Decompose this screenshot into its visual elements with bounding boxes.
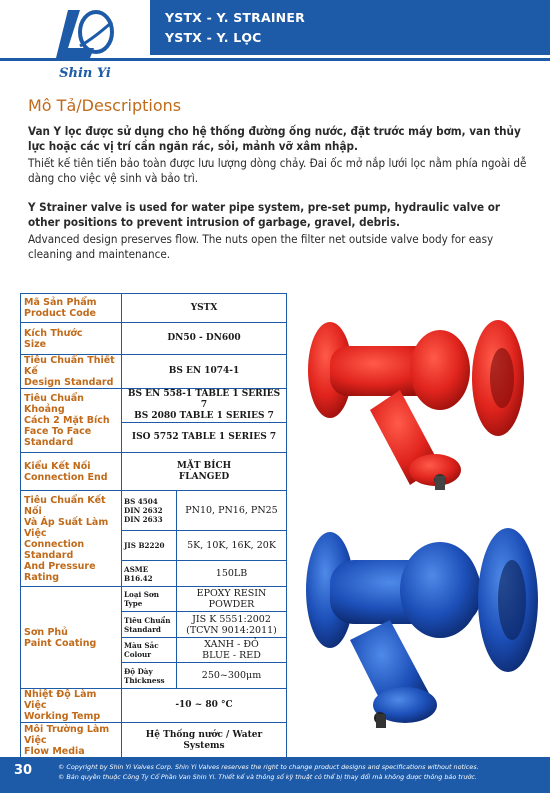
coating-sub-thickness — [122, 663, 177, 689]
coating-sub-standard — [122, 612, 177, 638]
copyright-vi: © Bản quyền thuộc Công Ty Cổ Phần Van Shin Yi. Thiết kế và thông số kỹ thuật có thể bị thay đổi mà không được thông báo trước. — [58, 773, 477, 781]
page-number: 30 — [14, 763, 33, 778]
sub-vi: Loại Sơn — [124, 590, 159, 599]
coating-sub-colour — [122, 638, 177, 663]
spec-table — [20, 293, 287, 759]
table-row — [21, 723, 287, 759]
description-vi-1: Van Y lọc được sử dụng cho hệ thống đường ống nước, đặt trước máy bơm, van thủy lực hoặc các vị trí cần ngăn rác, sỏi, mảnh vỡ xâm nhập. — [28, 124, 521, 153]
blue-strainer-image — [306, 528, 538, 728]
pressure-value-3: 150LB — [177, 561, 287, 587]
spec-label-temp — [21, 689, 122, 723]
label-en-2: And Pressure Rating — [24, 560, 96, 583]
spec-label-media — [21, 723, 122, 759]
sub-vi: Độ Dày — [124, 666, 153, 676]
page-title-vi: YSTX - Y. LỌC — [165, 30, 262, 45]
spec-value-temp: -10 ~ 80 °C — [122, 689, 287, 723]
table-row — [21, 453, 287, 491]
value-en: FLANGED — [178, 471, 230, 482]
label-en-1: Connection Standard — [24, 538, 85, 561]
std-din2633: DIN 2633 — [124, 515, 163, 524]
spec-label-product-code — [21, 294, 122, 323]
coating-value-colour — [177, 638, 287, 663]
value-1: XANH - ĐỎ — [204, 639, 259, 650]
product-photos — [290, 300, 550, 740]
pressure-value-2: 5K, 10K, 16K, 20K — [177, 531, 287, 561]
description-vi-2: Thiết kế tiên tiến bảo toàn được lưu lượng dòng chảy. Đai ốc mở nắp lưới lọc nằm phía ngoài dễ dàng cho việc vệ sinh và bảo trì. — [28, 156, 527, 185]
f2f-value-1a: BS EN 558-1 TABLE 1 SERIES 7 — [127, 389, 281, 410]
table-row — [21, 323, 287, 355]
sub-en: Thickness — [124, 675, 165, 685]
f2f-value-1b: BS 2080 TABLE 1 SERIES 7 — [134, 411, 274, 421]
coating-sub-type — [122, 587, 177, 612]
table-row — [21, 294, 287, 323]
spec-value-connection-end — [122, 453, 287, 491]
value-2: POWDER — [208, 599, 255, 610]
value-2: BLUE - RED — [202, 650, 261, 661]
spec-label-design-standard — [21, 355, 122, 389]
pressure-value-1: PN10, PN16, PN25 — [177, 491, 287, 531]
description-en-1: Y Strainer valve is used for water pipe system, pre-set pump, hydraulic valve or other positions to prevent intrusion of garbage, gravel, debris. — [28, 200, 501, 229]
coating-value-standard — [177, 612, 287, 638]
spec-value-media: Hệ Thống nước / Water Systems — [122, 723, 287, 759]
label-vi-2: Và Áp Suất Làm Việc — [24, 516, 109, 539]
value-1: JIS K 5551:2002 — [192, 613, 271, 625]
pressure-standard-1 — [122, 491, 177, 531]
pressure-standard-2: JIS B2220 — [122, 531, 177, 561]
spec-label-size — [21, 323, 122, 355]
copyright-en: © Copyright by Shin Yi Valves Corp. Shin Yi Valves reserves the right to change product designs and specifications without notices. — [58, 763, 479, 771]
table-row — [21, 389, 287, 423]
label-en: Size — [24, 338, 47, 350]
label-vi: Kích Thước — [24, 327, 83, 339]
red-strainer-image — [308, 320, 524, 490]
spec-value-design-standard: BS EN 1074-1 — [122, 355, 287, 389]
spec-value-face-to-face-1 — [122, 389, 287, 423]
sub-en: Type — [124, 599, 143, 608]
label-vi: Mã Sản Phẩm — [24, 297, 97, 308]
shin-yi-logo-icon — [50, 8, 120, 63]
label-vi: Kiểu Kết Nối — [24, 460, 91, 472]
value-1: EPOXY RESIN — [196, 588, 267, 599]
label-vi-1: Tiêu Chuẩn Kết Nối — [24, 494, 106, 517]
spec-label-pressure — [21, 491, 122, 587]
value-2: (TCVN 9014:2011) — [186, 624, 277, 636]
logo-text: Shin Yi — [59, 66, 111, 81]
label-vi: Nhiệt Độ Làm Việc — [24, 689, 97, 711]
table-row — [21, 355, 287, 389]
label-en: Connection End — [24, 471, 108, 483]
sub-en: Standard — [124, 624, 161, 634]
spec-value-face-to-face-2: ISO 5752 TABLE 1 SERIES 7 — [122, 423, 287, 453]
header-title-bar — [150, 0, 550, 55]
value-vi: MẶT BÍCH — [176, 460, 232, 471]
spec-label-coating — [21, 587, 122, 689]
std-din2632: DIN 2632 — [124, 506, 163, 515]
label-vi-1: Tiêu Chuẩn Khoảng — [24, 393, 84, 415]
coating-value-thickness: 250~300μm — [177, 663, 287, 689]
label-vi: Môi Trường Làm Việc — [24, 724, 110, 746]
table-row — [21, 587, 287, 612]
label-vi-2: Cách 2 Mặt Bích — [24, 415, 110, 426]
sub-en: Colour — [124, 650, 152, 659]
label-en: Working Temp — [24, 711, 101, 722]
std-bs4504: BS 4504 — [124, 497, 158, 506]
sub-vi: Màu Sắc — [124, 641, 159, 650]
description-en-2: Advanced design preserves flow. The nuts open the filter net outside valve body for easy cleaning and maintenance. — [28, 232, 494, 261]
section-title: Mô Tả/Descriptions — [28, 96, 182, 115]
spec-value-size: DN50 - DN600 — [122, 323, 287, 355]
spec-value-product-code: YSTX — [122, 294, 287, 323]
spec-label-connection-end — [21, 453, 122, 491]
pressure-standard-3: ASME B16.42 — [122, 561, 177, 587]
label-en: Product Code — [24, 308, 96, 319]
label-vi: Sơn Phủ — [24, 626, 68, 638]
label-vi: Tiêu Chuẩn Thiết Kế — [24, 355, 115, 377]
spec-label-face-to-face — [21, 389, 122, 453]
label-en: Flow Media — [24, 746, 85, 757]
company-logo — [40, 8, 130, 83]
page-title-en: YSTX - Y. STRAINER — [165, 10, 305, 25]
label-en: Paint Coating — [24, 637, 97, 649]
label-en: Design Standard — [24, 377, 114, 388]
label-en: Face To Face Standard — [24, 426, 92, 448]
table-row — [21, 689, 287, 723]
sub-vi: Tiêu Chuẩn — [124, 615, 171, 625]
table-row — [21, 491, 287, 531]
coating-value-type — [177, 587, 287, 612]
